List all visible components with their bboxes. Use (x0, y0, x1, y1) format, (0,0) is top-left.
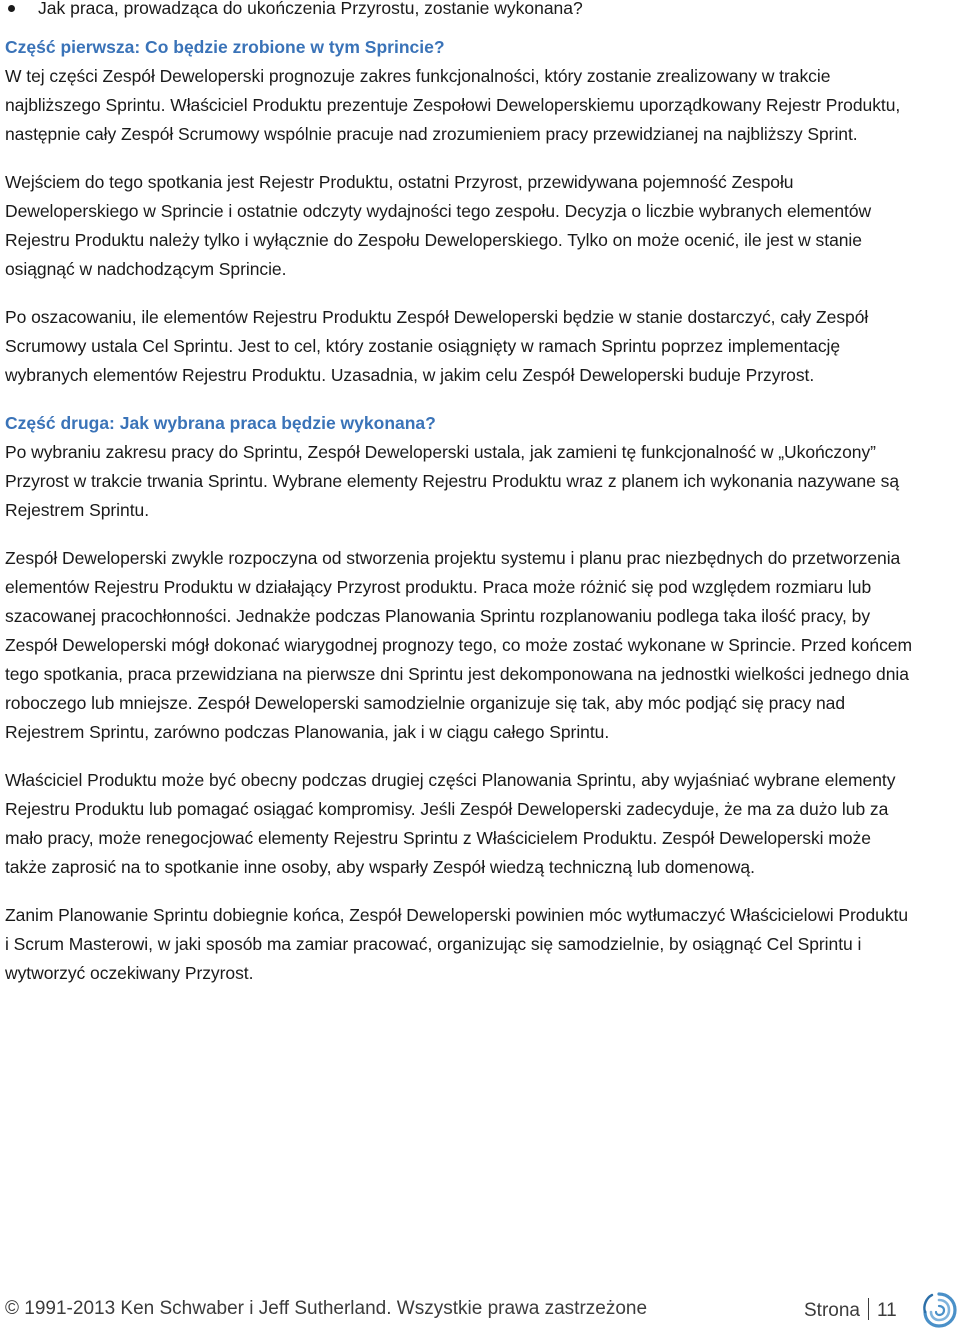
footer-page-label: Strona (804, 1300, 860, 1321)
paragraph: Właściciel Produktu może być obecny podczas drugiej części Planowania Sprintu, aby wyjaśniać wybrane elementy Rejestru Produktu lub pomagać osiągać kompromisy. Jeśli Zespół Deweloperski zadecyduje, że ma za dużo lub za mało pracy, może renegocjować elementy Rejestru Sprintu z Właścicielem Produktu. Zespół Deweloperski może także zaprosić na to spotkanie inne osoby, aby wsparły Zespół wiedzą techniczną lub domenową. (5, 770, 896, 877)
bullet-text: Jak praca, prowadząca do ukończenia Przyrostu, zostanie wykonana? (38, 0, 583, 18)
paragraph: Wejściem do tego spotkania jest Rejestr Produktu, ostatni Przyrost, przewidywana pojemność Zespołu Deweloperskiego w Sprincie i ostatnie odczyty wydajności tego zespołu. Decyzja o liczbie wybranych elementów Rejestru Produktu należy tylko i wyłącznie do Zespołu Deweloperskiego. Tylko on może ocenić, ile jest w stanie osiągnąć w nadchodzącym Sprincie. (5, 172, 872, 279)
paragraph: Po oszacowaniu, ile elementów Rejestru Produktu Zespół Deweloperski będzie w stanie dostarczyć, cały Zespół Scrumowy ustala Cel Sprintu. Jest to cel, który zostanie osiągnięty w ramach Sprintu poprzez implementację wybranych elementów Rejestru Produktu. Uzasadnia, w jakim celu Zespół Deweloperski buduje Przyrost. (5, 307, 869, 385)
section-heading-part-one: Część pierwsza: Co będzie zrobione w tym Sprincie? (5, 37, 445, 57)
bullet-list-item (5, 0, 915, 23)
paragraph: W tej części Zespół Deweloperski prognozuje zakres funkcjonalności, który zostanie zrealizowany w trakcie najbliższego Sprintu. Właściciel Produktu prezentuje Zespołowi Deweloperskiemu uporządkowany Rejestr Produktu, następnie cały Zespół Scrumowy wspólnie pracuje nad zrozumieniem pracy przewidzianej na najbliższy Sprint. (5, 66, 901, 144)
footer-page-number: 11 (876, 1300, 897, 1321)
paragraph: Zespół Deweloperski zwykle rozpoczyna od stworzenia projektu systemu i planu prac niezbędnych do przetworzenia elementów Rejestru Produktu w działający Przyrost produktu. Praca może różnić się pod względem rozmiaru lub szacowanej pracochłonności. Jednakże podczas Planowania Sprintu rozplanowaniu podlega taka ilość pracy, by Zespół Deweloperski mógł dokonać wiarygodnej prognozy tego, co może zostać wykonane w Sprincie. Przed końcem tego spotkania, praca przewidziana na pierwsze dni Sprintu jest dekomponowana na jednostki wielkości jednego dnia roboczego lub mniejsze. Zespół Deweloperski samodzielnie organizuje się tak, aby móc podjąć się pracy nad Rejestrem Sprintu, zarówno podczas Planowania, jak i w ciągu całego Sprintu. (5, 548, 913, 742)
section-heading-part-two: Część druga: Jak wybrana praca będzie wykonana? (5, 413, 436, 433)
paragraph: Po wybraniu zakresu pracy do Sprintu, Zespół Deweloperski ustala, jak zamieni tę funkcjonalność w „Ukończony” Przyrost w trakcie trwania Sprintu. Wybrane elementy Rejestru Produktu wraz z planem ich wykonania nazywane są Rejestrem Sprintu. (5, 442, 900, 520)
scrum-swirl-logo-icon (917, 1288, 960, 1332)
bullet-icon (8, 5, 15, 12)
footer-page-indicator (804, 1298, 897, 1322)
page-footer (5, 1294, 960, 1330)
page-content (5, 0, 915, 1007)
footer-separator (868, 1298, 869, 1320)
paragraph: Zanim Planowanie Sprintu dobiegnie końca, Zespół Deweloperski powinien móc wytłumaczyć Właścicielowi Produktu i Scrum Masterowi, w jaki sposób ma zamiar pracować, organizując się samodzielnie, by osiągnąć Cel Sprintu i wytworzyć oczekiwany Przyrost. (5, 905, 909, 983)
footer-copyright: © 1991-2013 Ken Schwaber i Jeff Sutherland. Wszystkie prawa zastrzeżone (5, 1298, 648, 1319)
